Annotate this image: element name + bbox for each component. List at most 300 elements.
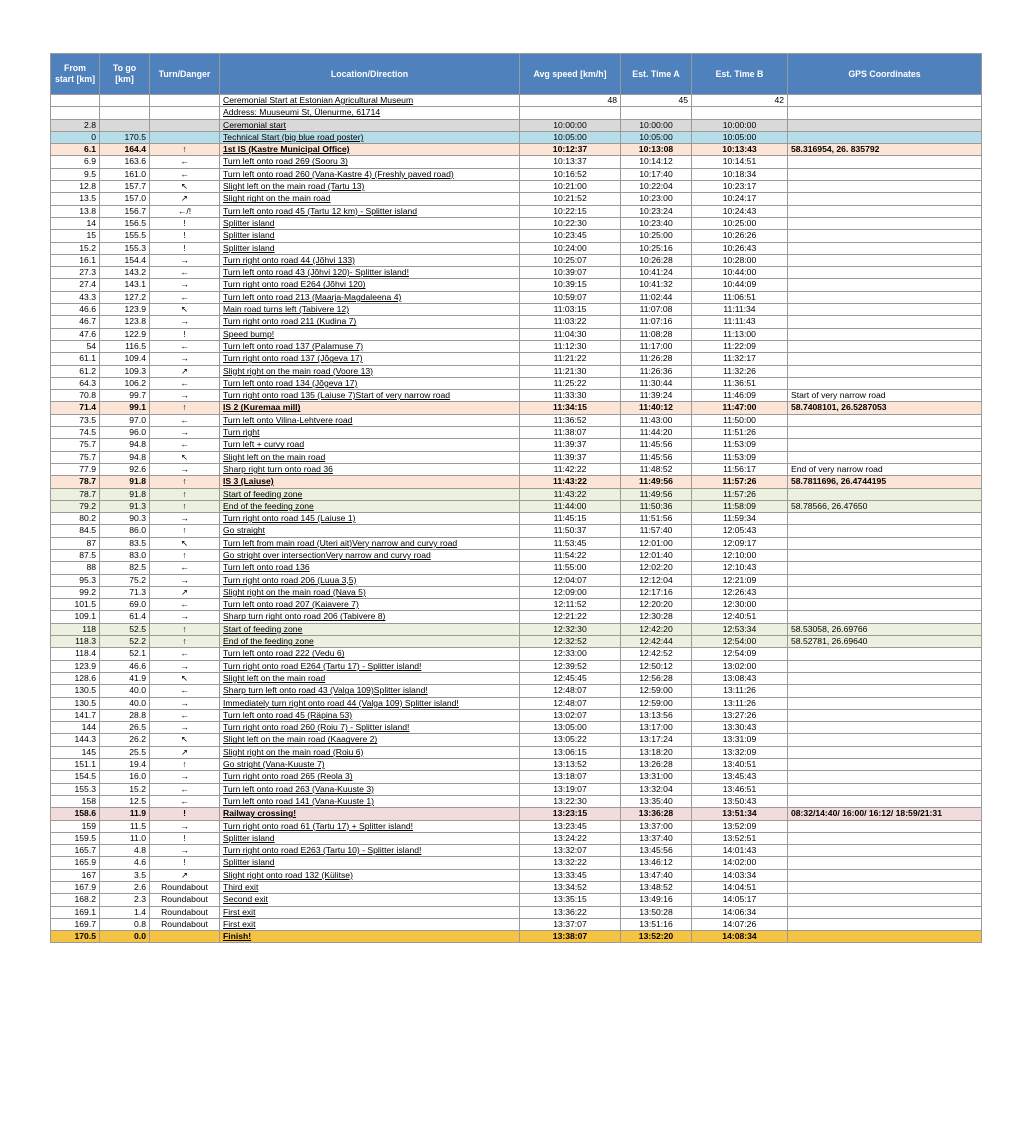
header-turn-danger: Turn/Danger [150,54,220,95]
cell-to-go: 4.6 [100,857,150,869]
cell-location: Turn left onto road 136 [220,562,520,574]
table-row [51,574,982,586]
table-row [51,513,982,525]
cell-gps [788,513,982,525]
cell-gps [788,709,982,721]
cell-avg-speed: 13:05:00 [520,722,621,734]
cell-from-start: 15 [51,230,100,242]
cell-turn-danger [150,95,220,107]
cell-from-start: 79.2 [51,500,100,512]
cell-avg-speed: 11:44:00 [520,500,621,512]
cell-from-start: 123.9 [51,660,100,672]
cell-gps [788,562,982,574]
cell-turn-danger: ! [150,242,220,254]
cell-from-start: 99.2 [51,586,100,598]
table-row [51,795,982,807]
table-row [51,709,982,721]
cell-location: Turn left onto road 43 (Jõhvi 120)- Splitter island! [220,267,520,279]
cell-from-start: 158.6 [51,808,100,820]
cell-time-a: 13:47:40 [621,869,692,881]
cell-avg-speed: 11:21:22 [520,353,621,365]
cell-turn-danger: → [150,611,220,623]
table-row [51,95,982,107]
cell-avg-speed: 10:22:15 [520,205,621,217]
cell-gps [788,328,982,340]
cell-to-go: 1.4 [100,906,150,918]
cell-time-a: 12:50:12 [621,660,692,672]
cell-to-go: 123.9 [100,304,150,316]
cell-time-a: 10:17:40 [621,168,692,180]
table-row [51,476,982,488]
cell-location: Splitter island [220,242,520,254]
cell-gps [788,820,982,832]
cell-avg-speed: 10:23:45 [520,230,621,242]
header-location: Location/Direction [220,54,520,95]
cell-gps [788,882,982,894]
cell-gps [788,894,982,906]
cell-to-go [100,95,150,107]
cell-time-a: 13:31:00 [621,771,692,783]
cell-gps: 58.7811696, 26.4744195 [788,476,982,488]
cell-time-a: 11:45:56 [621,451,692,463]
cell-time-b: 13:30:43 [692,722,788,734]
cell-avg-speed: 11:50:37 [520,525,621,537]
header-to-go: To go [km] [100,54,150,95]
cell-to-go: 46.6 [100,660,150,672]
cell-location: Slight left on the main road [220,672,520,684]
cell-from-start: 6.1 [51,144,100,156]
cell-turn-danger: ← [150,685,220,697]
cell-to-go: 94.8 [100,451,150,463]
cell-gps [788,488,982,500]
cell-from-start: 101.5 [51,599,100,611]
cell-avg-speed: 10:05:00 [520,131,621,143]
cell-location: End of the feeding zone [220,500,520,512]
cell-time-a: 12:59:00 [621,685,692,697]
cell-to-go: 16.0 [100,771,150,783]
cell-turn-danger: → [150,390,220,402]
cell-from-start: 74.5 [51,427,100,439]
table-row [51,734,982,746]
table-row [51,918,982,930]
cell-to-go: 123.8 [100,316,150,328]
cell-time-b: 10:44:00 [692,267,788,279]
cell-avg-speed: 11:55:00 [520,562,621,574]
cell-time-b: 11:51:26 [692,427,788,439]
cell-gps [788,734,982,746]
cell-to-go: 82.5 [100,562,150,574]
cell-time-a: 13:17:00 [621,722,692,734]
cell-location: Turn right [220,427,520,439]
cell-time-a: 10:23:00 [621,193,692,205]
cell-time-b: 13:46:51 [692,783,788,795]
cell-to-go: 127.2 [100,291,150,303]
cell-turn-danger: ↖ [150,734,220,746]
cell-time-b: 10:44:09 [692,279,788,291]
table-row [51,882,982,894]
cell-time-a: 10:41:32 [621,279,692,291]
cell-from-start: 159.5 [51,832,100,844]
cell-turn-danger: ↑ [150,500,220,512]
cell-gps [788,857,982,869]
cell-turn-danger: ! [150,808,220,820]
cell-avg-speed: 12:32:52 [520,636,621,648]
cell-location: Turn right onto road 260 (Roiu 7) - Splitter island! [220,722,520,734]
cell-location: Turn right onto road 145 (Laiuse 1) [220,513,520,525]
cell-location: Slight right on the main road (Roiu 6) [220,746,520,758]
route-table [50,53,982,943]
cell-time-b: 11:11:34 [692,304,788,316]
cell-to-go [100,119,150,131]
cell-time-a: 13:49:16 [621,894,692,906]
cell-location: Slight right on the main road (Nava 5) [220,586,520,598]
cell-time-b: 10:26:26 [692,230,788,242]
cell-gps [788,279,982,291]
table-row [51,685,982,697]
table-row [51,931,982,943]
table-row [51,181,982,193]
cell-gps [788,316,982,328]
cell-from-start: 27.4 [51,279,100,291]
cell-avg-speed: 13:32:22 [520,857,621,869]
cell-location: Main road turns left (Tabivere 12) [220,304,520,316]
cell-to-go: 2.6 [100,882,150,894]
cell-from-start: 0 [51,131,100,143]
cell-location: First exit [220,906,520,918]
cell-time-a: 13:35:40 [621,795,692,807]
cell-from-start: 158 [51,795,100,807]
cell-from-start: 64.3 [51,377,100,389]
table-row [51,648,982,660]
cell-time-a: 11:07:16 [621,316,692,328]
cell-time-a: 10:25:16 [621,242,692,254]
cell-avg-speed: 11:03:15 [520,304,621,316]
table-row [51,562,982,574]
cell-avg-speed: 10:24:00 [520,242,621,254]
header-avg-speed: Avg speed [km/h] [520,54,621,95]
cell-time-a: 11:50:36 [621,500,692,512]
cell-to-go: 26.5 [100,722,150,734]
table-row [51,771,982,783]
cell-avg-speed: 13:32:07 [520,845,621,857]
cell-location: Go stright over intersectionVery narrow and curvy road [220,549,520,561]
table-row [51,217,982,229]
cell-location: Turn right onto road 44 (Jõhvi 133) [220,254,520,266]
cell-gps [788,414,982,426]
cell-avg-speed: 11:12:30 [520,340,621,352]
cell-avg-speed: 11:43:22 [520,476,621,488]
cell-location: End of the feeding zone [220,636,520,648]
cell-gps [788,918,982,930]
cell-time-b: 11:32:17 [692,353,788,365]
cell-time-a: 12:42:44 [621,636,692,648]
cell-from-start: 118.4 [51,648,100,660]
cell-time-b: 10:24:43 [692,205,788,217]
cell-from-start: 128.6 [51,672,100,684]
table-row [51,746,982,758]
table-row [51,500,982,512]
cell-from-start: 16.1 [51,254,100,266]
cell-to-go: 61.4 [100,611,150,623]
cell-to-go: 86.0 [100,525,150,537]
cell-location: Immediately turn right onto road 44 (Valga 109) Splitter island! [220,697,520,709]
table-row [51,254,982,266]
cell-location: Turn right onto road 61 (Tartu 17) + Splitter island! [220,820,520,832]
cell-gps [788,672,982,684]
cell-time-b: 13:50:43 [692,795,788,807]
cell-gps: End of very narrow road [788,463,982,475]
cell-avg-speed: 13:36:22 [520,906,621,918]
cell-turn-danger: ← [150,156,220,168]
cell-to-go: 83.5 [100,537,150,549]
table-row [51,291,982,303]
cell-location: IS 2 (Kuremaa mill) [220,402,520,414]
cell-time-a: 13:36:28 [621,808,692,820]
cell-time-a: 10:00:00 [621,119,692,131]
cell-to-go: 52.2 [100,636,150,648]
cell-to-go: 157.0 [100,193,150,205]
cell-turn-danger: ← [150,562,220,574]
cell-turn-danger [150,931,220,943]
cell-avg-speed: 13:24:22 [520,832,621,844]
header-time-a: Est. Time A [621,54,692,95]
cell-location: Splitter island [220,832,520,844]
cell-time-b: 10:24:17 [692,193,788,205]
cell-time-b: 11:59:34 [692,513,788,525]
cell-gps [788,611,982,623]
cell-avg-speed: 12:39:52 [520,660,621,672]
cell-turn-danger: ← [150,377,220,389]
header-from-start: From start [km] [51,54,100,95]
cell-to-go: 3.5 [100,869,150,881]
cell-turn-danger: ← [150,414,220,426]
cell-to-go: 170.5 [100,131,150,143]
cell-location: Turn left onto road 141 (Vana-Kuuste 1) [220,795,520,807]
cell-to-go: 12.5 [100,795,150,807]
cell-from-start: 141.7 [51,709,100,721]
cell-location: Turn right onto road 265 (Reola 3) [220,771,520,783]
cell-location: Turn left onto road 269 (Sooru 3) [220,156,520,168]
cell-location: Turn left onto road 207 (Kaiavere 7) [220,599,520,611]
header-row [51,54,982,95]
cell-avg-speed: 11:43:22 [520,488,621,500]
cell-gps [788,377,982,389]
cell-time-a: 11:48:52 [621,463,692,475]
cell-turn-danger: ↖ [150,304,220,316]
cell-turn-danger: → [150,820,220,832]
cell-time-a: 11:43:00 [621,414,692,426]
cell-turn-danger: ← [150,783,220,795]
cell-avg-speed: 11:21:30 [520,365,621,377]
cell-turn-danger: ←/! [150,205,220,217]
cell-avg-speed: 13:38:07 [520,931,621,943]
table-row [51,636,982,648]
cell-avg-speed: 11:53:45 [520,537,621,549]
table-row [51,377,982,389]
table-row [51,414,982,426]
table-row [51,439,982,451]
cell-avg-speed: 11:04:30 [520,328,621,340]
table-row [51,869,982,881]
cell-location: Slight left on the main road [220,451,520,463]
table-row [51,156,982,168]
cell-to-go: 19.4 [100,759,150,771]
cell-from-start: 167 [51,869,100,881]
cell-turn-danger: ↑ [150,623,220,635]
cell-location: Slight right on the main road [220,193,520,205]
cell-avg-speed: 48 [520,95,621,107]
cell-location: Turn right onto road 137 (Jõgeva 17) [220,353,520,365]
cell-to-go: 2.3 [100,894,150,906]
table-row [51,119,982,131]
cell-turn-danger: → [150,513,220,525]
cell-time-b: 11:22:09 [692,340,788,352]
cell-time-b: 10:25:00 [692,217,788,229]
cell-time-b: 10:13:43 [692,144,788,156]
table-row [51,304,982,316]
cell-to-go: 92.6 [100,463,150,475]
cell-time-b [692,107,788,119]
cell-gps [788,771,982,783]
cell-avg-speed: 10:59:07 [520,291,621,303]
cell-location: Splitter island [220,217,520,229]
cell-gps: 58.52781, 26.69640 [788,636,982,648]
cell-gps [788,205,982,217]
cell-from-start: 75.7 [51,439,100,451]
cell-location: Slight right onto road 132 (Külitse) [220,869,520,881]
cell-location: Turn left onto road 137 (Palamuse 7) [220,340,520,352]
cell-turn-danger [150,119,220,131]
cell-time-a: 11:17:00 [621,340,692,352]
cell-gps [788,95,982,107]
table-row [51,131,982,143]
table-row [51,230,982,242]
cell-gps [788,586,982,598]
cell-time-b: 11:56:17 [692,463,788,475]
cell-to-go: 161.0 [100,168,150,180]
cell-turn-danger: Roundabout [150,918,220,930]
table-row [51,599,982,611]
cell-avg-speed: 11:42:22 [520,463,621,475]
cell-avg-speed: 13:23:15 [520,808,621,820]
cell-from-start: 46.6 [51,304,100,316]
cell-to-go: 4.8 [100,845,150,857]
cell-from-start: 144.3 [51,734,100,746]
cell-location: Turn right onto road 206 (Luua 3,5) [220,574,520,586]
cell-turn-danger: ↖ [150,537,220,549]
cell-from-start: 118 [51,623,100,635]
table-row [51,832,982,844]
cell-gps [788,156,982,168]
cell-from-start: 75.7 [51,451,100,463]
cell-turn-danger: → [150,254,220,266]
cell-location: Ceremonial Start at Estonian Agricultural Museum [220,95,520,107]
cell-from-start: 169.1 [51,906,100,918]
cell-time-a: 12:20:20 [621,599,692,611]
table-row [51,144,982,156]
cell-gps [788,291,982,303]
cell-location: Turn left onto Vilina-Lehtvere road [220,414,520,426]
cell-to-go: 71.3 [100,586,150,598]
cell-time-a: 10:25:00 [621,230,692,242]
cell-time-b: 10:23:17 [692,181,788,193]
cell-avg-speed: 10:39:07 [520,267,621,279]
cell-turn-danger: → [150,660,220,672]
table-row [51,168,982,180]
cell-to-go: 143.1 [100,279,150,291]
cell-location: Third exit [220,882,520,894]
cell-from-start: 77.9 [51,463,100,475]
cell-from-start: 61.1 [51,353,100,365]
cell-to-go: 25.5 [100,746,150,758]
cell-from-start: 87.5 [51,549,100,561]
cell-gps [788,254,982,266]
cell-turn-danger: ← [150,291,220,303]
cell-from-start: 6.9 [51,156,100,168]
table-row [51,586,982,598]
cell-avg-speed: 13:33:45 [520,869,621,881]
cell-location: Go stright (Vana-Kuuste 7) [220,759,520,771]
cell-time-a: 13:26:28 [621,759,692,771]
cell-time-a: 12:42:52 [621,648,692,660]
cell-to-go: 83.0 [100,549,150,561]
cell-to-go: 69.0 [100,599,150,611]
cell-time-b: 10:18:34 [692,168,788,180]
cell-from-start: 165.9 [51,857,100,869]
cell-avg-speed: 12:04:07 [520,574,621,586]
cell-from-start: 2.8 [51,119,100,131]
cell-avg-speed [520,107,621,119]
table-row [51,267,982,279]
cell-time-b: 11:58:09 [692,500,788,512]
cell-avg-speed: 12:33:00 [520,648,621,660]
cell-location: Go straight [220,525,520,537]
cell-time-b: 12:53:34 [692,623,788,635]
cell-to-go: 122.9 [100,328,150,340]
cell-time-a: 11:44:20 [621,427,692,439]
table-row [51,672,982,684]
cell-avg-speed: 13:35:15 [520,894,621,906]
cell-avg-speed: 11:54:22 [520,549,621,561]
cell-to-go: 97.0 [100,414,150,426]
cell-to-go: 156.7 [100,205,150,217]
cell-to-go: 155.5 [100,230,150,242]
cell-time-b: 14:05:17 [692,894,788,906]
cell-time-b: 11:57:26 [692,476,788,488]
cell-turn-danger: ↑ [150,549,220,561]
cell-avg-speed: 10:25:07 [520,254,621,266]
cell-time-b: 12:40:51 [692,611,788,623]
cell-turn-danger: → [150,316,220,328]
cell-location: Turn right onto road 211 (Kudina 7) [220,316,520,328]
cell-turn-danger: Roundabout [150,882,220,894]
cell-time-b: 12:26:43 [692,586,788,598]
cell-turn-danger: ↑ [150,402,220,414]
cell-turn-danger: ! [150,832,220,844]
cell-from-start: 88 [51,562,100,574]
cell-location: Railway crossing! [220,808,520,820]
cell-time-a: 13:17:24 [621,734,692,746]
cell-location: Turn left onto road 45 (Räpina 53) [220,709,520,721]
cell-gps [788,845,982,857]
cell-gps [788,832,982,844]
table-row [51,697,982,709]
cell-time-b: 12:05:43 [692,525,788,537]
cell-gps [788,648,982,660]
cell-gps: Start of very narrow road [788,390,982,402]
cell-time-b: 14:08:34 [692,931,788,943]
table-row [51,328,982,340]
